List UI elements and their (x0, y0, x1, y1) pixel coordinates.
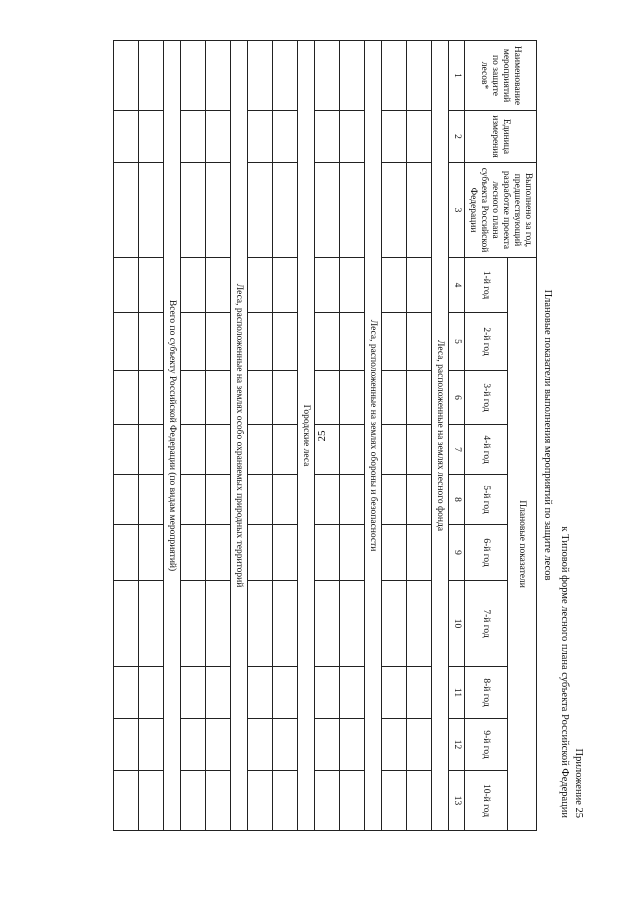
col-num: 10 (449, 581, 465, 667)
section-defense-lands: Леса, расположенные на землях обороны и безопасности (365, 41, 382, 831)
page-number: 25 (316, 430, 328, 442)
header-year-7: 7-й год (465, 581, 508, 667)
table-row (407, 41, 432, 831)
header-year-4: 4-й год (465, 425, 508, 475)
header-planned: Плановые показатели (508, 258, 537, 831)
table-row (273, 41, 298, 831)
col-num: 7 (449, 425, 465, 475)
header-done: Выполнено за год, предшествующий разработке проекта лесного плана субъекта Российской Федерации (465, 163, 537, 258)
col-num: 11 (449, 667, 465, 719)
table-row (340, 41, 365, 831)
col-num: 2 (449, 111, 465, 163)
table-row (181, 41, 206, 831)
header-year-9: 9-й год (465, 719, 508, 771)
header-name: Наименование мероприятий по защите лесов* (465, 41, 537, 111)
table-row (114, 41, 139, 831)
header-year-5: 5-й год (465, 475, 508, 525)
appendix-line-1: Приложение 25 (573, 748, 584, 818)
col-num: 8 (449, 475, 465, 525)
table-row (206, 41, 231, 831)
section-forest-fund: Леса, расположенные на землях лесного фонда (432, 41, 449, 831)
header-year-6: 6-й год (465, 525, 508, 581)
col-num: 3 (449, 163, 465, 258)
header-year-1: 1-й год (465, 258, 508, 313)
table-row (139, 41, 164, 831)
table-title: Плановые показатели выполнения мероприятий по защите лесов (542, 289, 553, 581)
col-num: 1 (449, 41, 465, 111)
appendix-note (557, 526, 585, 818)
rotated-page-content (95, 40, 585, 830)
header-year-10: 10-й год (465, 771, 508, 831)
col-num: 6 (449, 371, 465, 425)
col-num: 9 (449, 525, 465, 581)
table-row (382, 41, 407, 831)
section-protected-areas: Леса, расположенные на землях особо охраняемых природных территорий (231, 41, 248, 831)
col-num: 13 (449, 771, 465, 831)
section-urban-forests: Городские леса (298, 41, 315, 831)
section-subject-total: Всего по субъекту Российской Федерации (по видам мероприятий) (164, 41, 181, 831)
header-year-2: 2-й год (465, 313, 508, 371)
table-row (315, 41, 340, 831)
header-year-8: 8-й год (465, 667, 508, 719)
table-row (248, 41, 273, 831)
header-year-3: 3-й год (465, 371, 508, 425)
appendix-line-2: к Типовой форме лесного плана субъекта Российской Федерации (559, 526, 570, 818)
col-num: 5 (449, 313, 465, 371)
col-num: 12 (449, 719, 465, 771)
measures-table (113, 40, 537, 831)
column-number-row (449, 41, 465, 831)
col-num: 4 (449, 258, 465, 313)
header-unit: Единица измерения (465, 111, 537, 163)
